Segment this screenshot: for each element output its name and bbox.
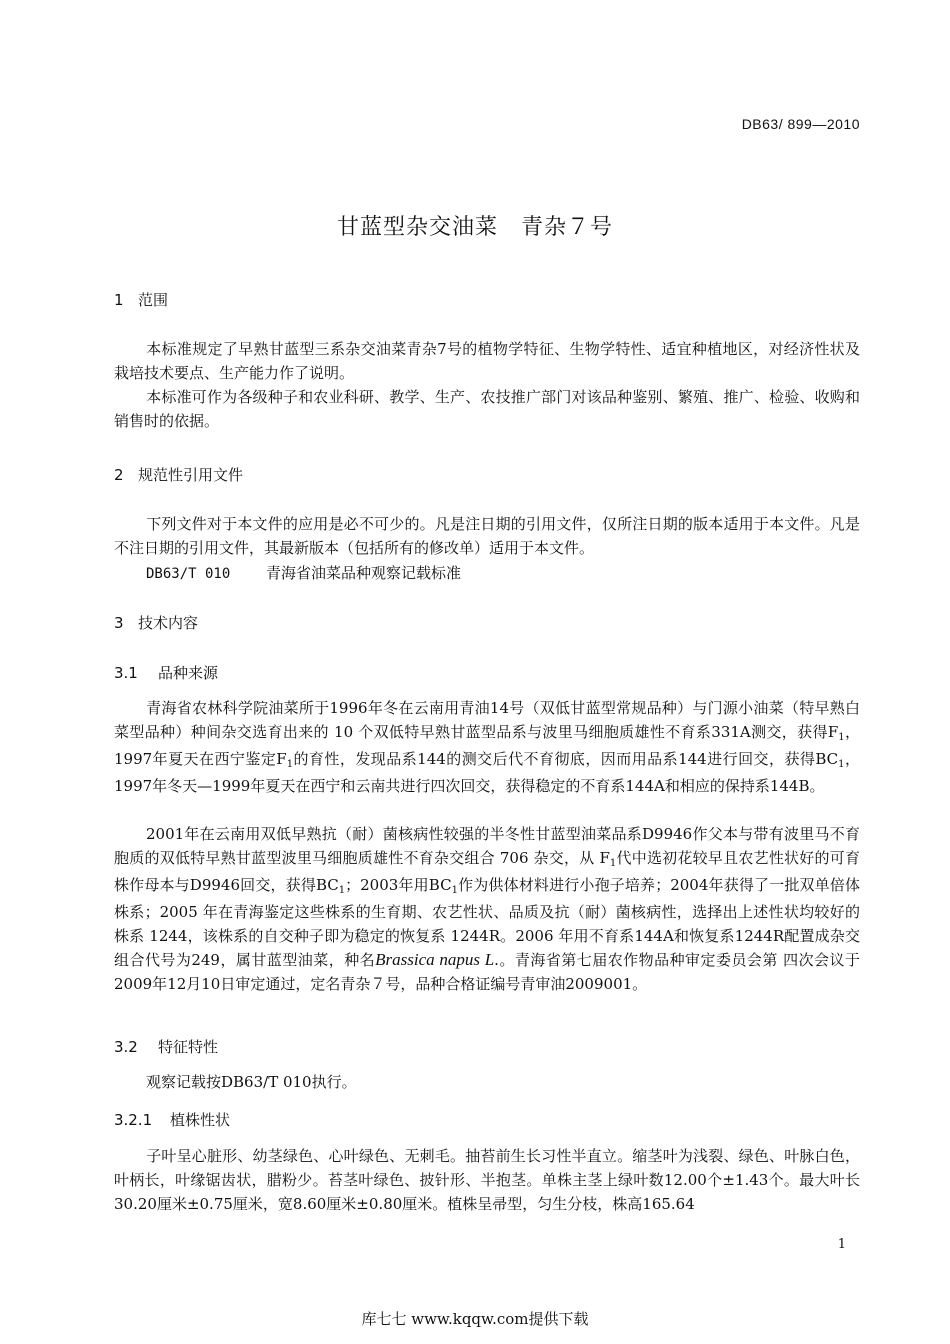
paragraph-text: .。青海省第七届农作物品种审定委员会第 四次会议于2009年12月10日审定通过，定名青杂７号，品种合格证编号青审油2009001。 <box>114 951 860 993</box>
section-1-heading <box>114 289 168 310</box>
paragraph-text: 2001年在云南用双低早熟抗（耐）菌核病性较强的半冬性甘蓝型油菜品系D9946作父本与带有波里马不育胞质的双低特早熟甘蓝型波里马细胞质雄性不育杂交组合 706 杂交，从 F <box>114 825 860 867</box>
section-number: 3.2 <box>114 1038 138 1056</box>
paragraph <box>114 337 860 385</box>
reference-code: DB63/T 010 <box>146 566 231 582</box>
paragraph-text: 下列文件对于本文件的应用是必不可少的。凡是注日期的引用文件，仅所注日期的版本适用于本文件。凡是不注日期的引用文件，其最新版本（包括所有的修改单）适用于本文件。 <box>114 515 860 557</box>
paragraph-text: 本标准规定了早熟甘蓝型三系杂交油菜青杂7号的植物学特征、生物学特性、适宜种植地区，对经济性状及栽培技术要点、生产能力作了说明。 <box>114 340 860 382</box>
paragraph <box>114 385 860 433</box>
paragraph <box>114 1144 860 1216</box>
paragraph <box>114 822 860 996</box>
section-title: 特征特性 <box>158 1038 219 1056</box>
section-number: 1 <box>114 291 124 309</box>
section-title: 范围 <box>138 291 169 309</box>
paragraph-text: 青海省农林科学院油菜所于1996年冬在云南用青油14号（双低甘蓝型常规品种）与门源小油菜（特早熟白菜型品种）种间杂交选育出来的 10 个双低特早熟甘蓝型品系与波里马细胞质雄性不育系331A测交，获得F <box>114 699 860 741</box>
section-number: 3 <box>114 614 124 632</box>
section-title: 植株性状 <box>170 1111 231 1129</box>
paragraph-text: 本标准可作为各级种子和农业科研、教学、生产、农技推广部门对该品种鉴别、繁殖、推广、检验、收购和销售时的依据。 <box>114 388 860 430</box>
subscript: 1 <box>838 759 845 770</box>
download-footer: 库七七 www.kqqw.com提供下载 <box>361 1310 589 1328</box>
paragraph-text: 的育性，发现品系144的测交后代不育彻底，因而用品系144进行回交，获得BC <box>293 750 839 768</box>
subscript: 1 <box>609 858 617 869</box>
species-name: Brassica napus L <box>375 950 495 969</box>
paragraph-text: 子叶呈心脏形、幼茎绿色、心叶绿色、无刺毛。抽苔前生长习性半直立。缩茎叶为浅裂、绿色、叶脉白色，叶柄长，叶缘锯齿状，腊粉少。苔茎叶绿色、披针形、半抱茎。单株主茎上绿叶数12.00个±1.43个。最大叶长30.20厘米±0.75厘米，宽8.60厘米±0.80厘米。植株呈帚型，匀生分枝，株高165.64 <box>114 1147 860 1213</box>
subscript: 1 <box>338 885 346 896</box>
paragraph-text: 代中选初花较早且农艺性状好的可育株作母本与D9946回交，获得BC <box>114 849 860 894</box>
paragraph <box>114 1070 860 1094</box>
document-title: 甘蓝型杂交油菜 青杂７号 <box>336 215 613 240</box>
paragraph-text: ，1997年夏天在西宁鉴定F <box>114 723 860 768</box>
section-number: 3.1 <box>114 664 138 682</box>
subscript: 1 <box>451 885 458 896</box>
section-number: 2 <box>114 466 124 484</box>
subscript: 1 <box>838 732 845 743</box>
section-3-2-1-heading <box>114 1109 230 1130</box>
section-3-1-heading <box>114 662 218 683</box>
section-3-heading <box>114 612 198 633</box>
standard-number: DB63/ 899—2010 <box>741 116 860 132</box>
normative-reference <box>146 562 461 583</box>
paragraph-text: 观察记载按DB63/T 010执行。 <box>146 1073 357 1091</box>
section-title: 技术内容 <box>138 614 199 632</box>
subscript: 1 <box>286 759 294 770</box>
section-title: 品种来源 <box>158 664 219 682</box>
section-number: 3.2.1 <box>114 1111 153 1129</box>
paragraph-text: ；2003年用BC <box>345 876 452 894</box>
paragraph <box>114 512 860 560</box>
section-2-heading <box>114 464 243 485</box>
section-title: 规范性引用文件 <box>138 466 244 484</box>
section-3-2-heading <box>114 1036 218 1057</box>
page-number: 1 <box>837 1237 846 1252</box>
reference-title: 青海省油菜品种观察记载标准 <box>266 564 462 582</box>
paragraph-text: 作为供体材料进行小孢子培养；2004年获得了一批双单倍体株系；2005 年在青海鉴定这些株系的生育期、农艺性状、品质及抗（耐）菌核病性，选择出上述性状均较好的株系 1244，该株系的自交种子即为稳定的恢复系 1244R。2006 年用不育系144A和恢复系1244R配置成杂交组合代号为249，属甘蓝型油菜，种名 <box>114 876 860 969</box>
paragraph <box>114 696 860 798</box>
paragraph-text: ，1997年冬天—1999年夏天在西宁和云南共进行四次回交，获得稳定的不育系144A和相应的保持系144B。 <box>114 750 860 795</box>
